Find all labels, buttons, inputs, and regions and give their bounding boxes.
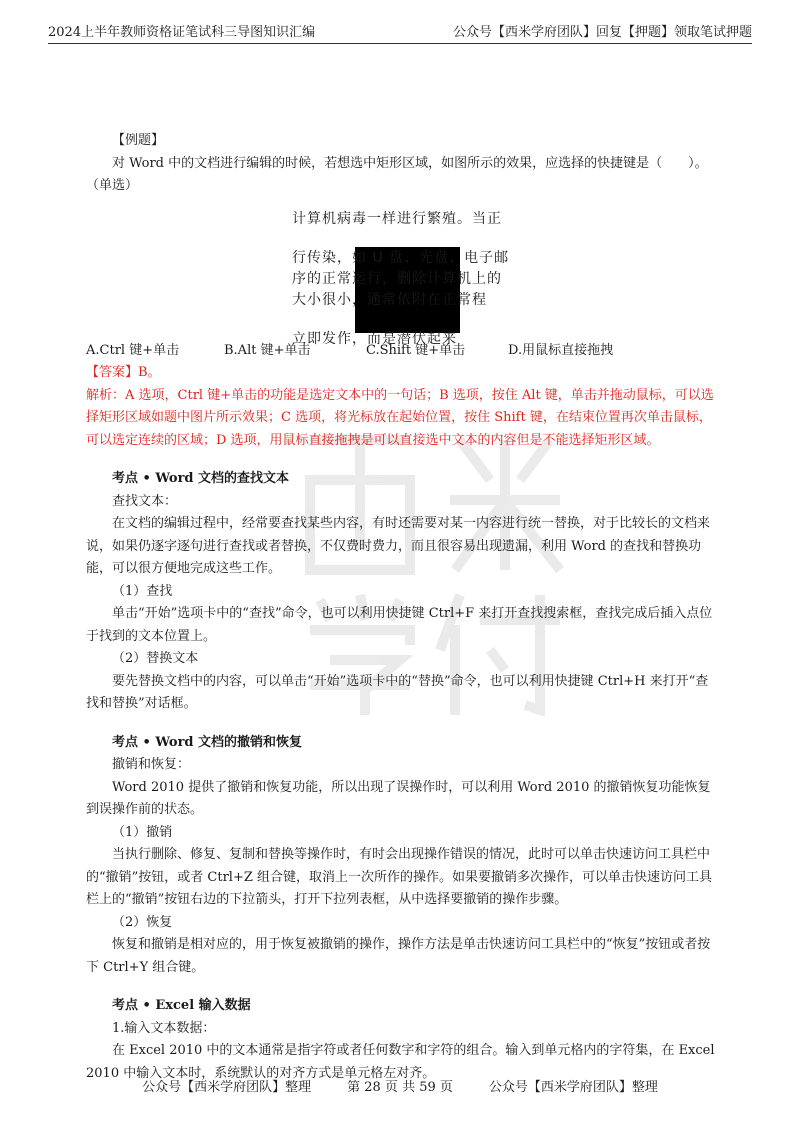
section-desc: 在文档的编辑过程中，经常要查找某些内容，有时还需要对某一内容进行统一替换，对于比较长的文档来说，如果仍逐字逐句进行查找或者替换，不仅费时费力，而且很容易出现遗漏，利用 Word 的查找和替换功能，可以很方便地完成这些工作。 [86,516,711,576]
example-label: 【例题】 [112,133,165,148]
option-b: B.Alt 键+单击 [224,342,311,358]
section-title: 考点 • Excel 输入数据 [112,998,251,1013]
figure-line: 大小很小，通常依附在正常程 [292,291,487,308]
figure-line: 计算机病毒一样进行繁殖。当正 [292,210,502,227]
analysis: 解析：A 选项，Ctrl 键+单击的功能是选定文本中的一句话；B 选项，按住 Alt 键，单击并拖动鼠标，可以选择矩形区域如题中图片所示效果；C 选项，将光标放在起始位置，按住 Shift 键，在结束位置再次单击鼠标，可以选定连续的区域；D 选项，用鼠标直接拖拽是可以直接选中文本的内容但是不能选择矩形区域。 [86,387,714,448]
header-right: 公众号【西米学府团队】回复【押题】领取笔试押题 [452,25,752,40]
sub-text: 要先替换文档中的内容，可以单击“开始”选项卡中的“替换”命令，也可以利用快捷键 Ctrl+H 来打开“查找和替换”对话框。 [86,673,709,711]
section-intro: 撤销和恢复： [112,757,191,772]
figure-line: 序的正常运行，删除计算机上的 [292,270,502,287]
footer-right: 公众号【西米学府团队】整理 [488,1080,658,1095]
figure-line: 行传染，如 U 盘、光盘、电子邮 [292,249,510,266]
option-c: C.Shift 键+单击 [366,342,466,358]
option-d: D.用鼠标直接拖拽 [508,342,614,358]
example-question: 对 Word 中的文档进行编辑的时候，若想选中矩形区域，如图所示的效果，应选择的快捷键是（ ）。（单选） [86,155,708,193]
page-footer [0,1076,800,1095]
sub-text: 当执行删除、修复、复制和替换等操作时，有时会出现操作错误的情况，此时可以单击快速访问工具栏中的“撤销”按钮，或者 Ctrl+Z 组合键，取消上一次所作的操作。如果要撤销多次操作，可以单击快速访问工具栏上的“撤销”按钮右边的下拉箭头，打开下拉列表框，从中选择要撤销的操作步骤。 [86,847,713,907]
section-desc: Word 2010 提供了撤销和恢复功能，所以出现了误操作时，可以利用 Word 2010 的撤销恢复功能恢复到误操作前的状态。 [86,779,711,817]
figure-line: 立即发作，而是潜伏起来 [292,330,457,347]
subheading: （2）替换文本 [112,651,199,666]
rectangular-selection-figure [282,204,552,347]
page-header [48,18,752,44]
section-title: 考点 • Word 文档的撤销和恢复 [112,734,303,750]
sub-text: 恢复和撤销是相对应的，用于恢复被撤销的操作，操作方法是单击快速访问工具栏中的“恢复”按钮或者按下 Ctrl+Y 组合键。 [86,937,711,975]
sub-text: 单击“开始”选项卡中的“查找”命令，也可以利用快捷键 Ctrl+F 来打开查找搜索框，查找完成后插入点位于找到的文本位置上。 [86,606,713,644]
section-desc: 在 Excel 2010 中的文本通常是指字符或者任何数字和字符的组合。输入到单元格内的字符集，在 Excel 2010 中输入文本时，系统默认的对齐方式是单元格左对齐。 [86,1043,715,1081]
section-intro: 1.输入文本数据： [112,1020,216,1036]
section-title: 考点 • Word 文档的查找文本 [112,471,290,486]
option-a: A.Ctrl 键+单击 [86,342,180,358]
answer: 【答案】B。 [86,365,161,380]
section-intro: 查找文本： [112,493,178,509]
subheading: （1）撤销 [112,824,173,840]
header-left: 2024上半年教师资格证笔试科三导图知识汇编 [48,25,316,40]
subheading: （1）查找 [112,583,173,599]
subheading: （2）恢复 [112,914,173,930]
page-number: 第 28 页 共 59 页 [347,1080,453,1095]
footer-left: 公众号【西米学府团队】整理 [142,1080,312,1095]
page-content [86,130,718,1085]
